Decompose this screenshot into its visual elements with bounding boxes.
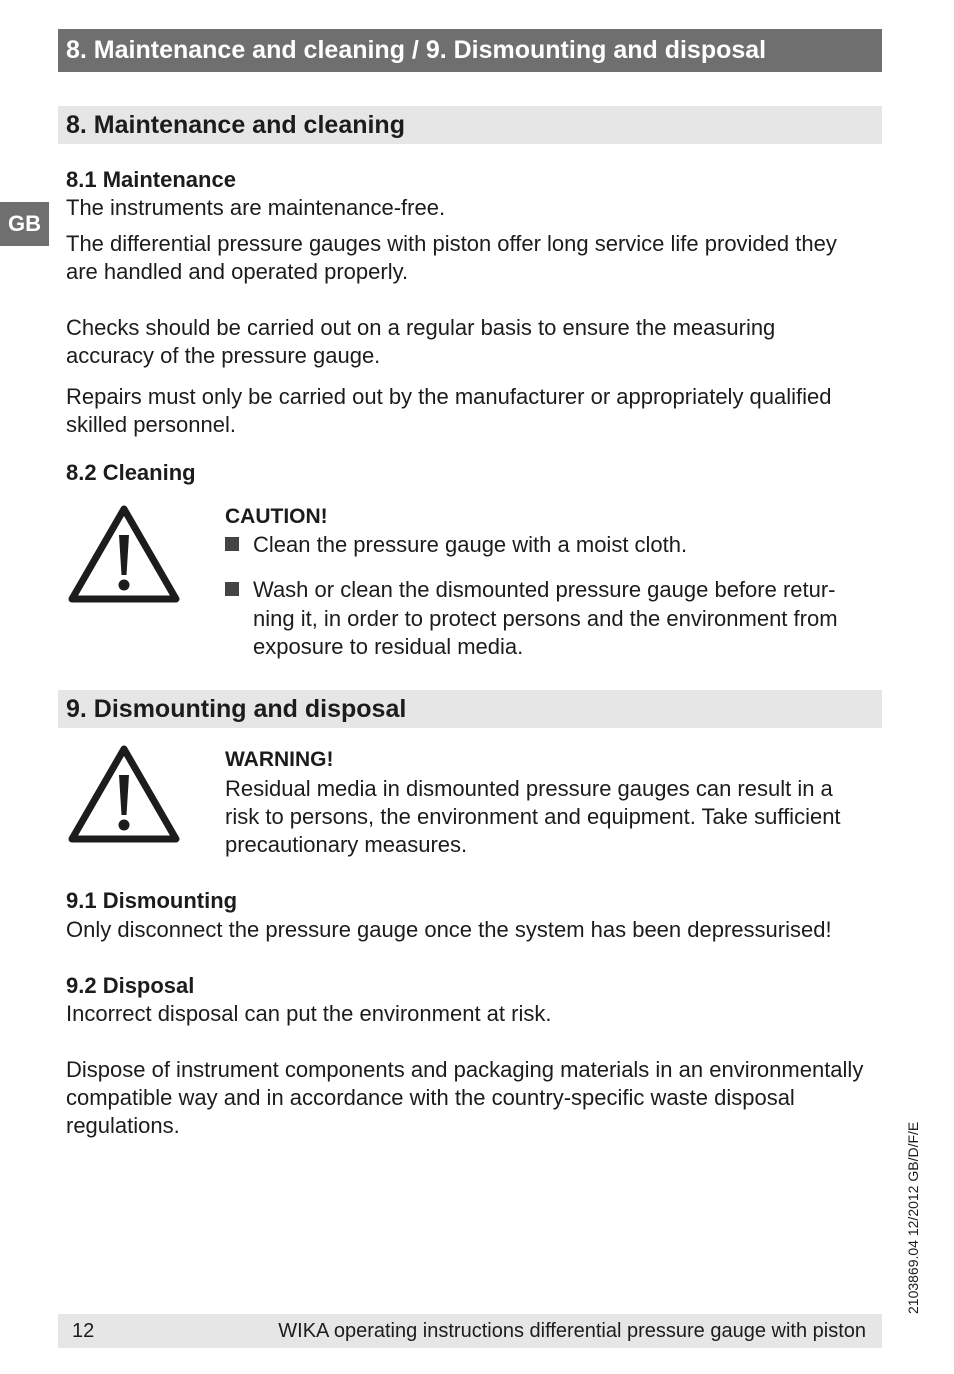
disposal-paragraph-2: Dispose of instrument components and packaging materials in an environmentally compatible way and in accordance with the country-specific waste disposal regulations. bbox=[66, 1057, 864, 1138]
cleaning-bullet-1 bbox=[225, 531, 865, 560]
warning-triangle-icon bbox=[68, 745, 180, 843]
subsection-9-1-heading: 9.1 Dismounting bbox=[66, 888, 238, 913]
page-footer bbox=[58, 1314, 882, 1348]
warning-text: Residual media in dismounted pressure gauges can result in a risk to persons, the environment and equipment. Take sufficient precautionary measures. bbox=[225, 776, 841, 857]
maintenance-paragraph-4: Repairs must only be carried out by the manufacturer or appropriately qualified skilled personnel. bbox=[66, 384, 832, 437]
dismounting-paragraph: Only disconnect the pressure gauge once the system has been depressurised! bbox=[66, 917, 832, 942]
bullet-square-icon bbox=[225, 582, 239, 596]
cleaning-bullet-text: Clean the pressure gauge with a moist cloth. bbox=[253, 532, 688, 557]
bullet-square-icon bbox=[225, 537, 239, 551]
caution-title: CAUTION! bbox=[225, 505, 328, 528]
language-tab: GB bbox=[0, 202, 49, 246]
maintenance-paragraph-3: Checks should be carried out on a regular basis to ensure the measuring accuracy of the pressure gauge. bbox=[66, 315, 776, 368]
subsection-9-2-heading: 9.2 Disposal bbox=[66, 973, 195, 998]
maintenance-paragraph-2: The differential pressure gauges with piston offer long service life provided they are handled and operated properly. bbox=[66, 231, 837, 284]
document-code: 2103869.04 12/2012 GB/D/F/E bbox=[905, 1121, 921, 1314]
footer-document-title: WIKA operating instructions differential pressure gauge with piston bbox=[278, 1320, 866, 1342]
subsection-8-2-heading: 8.2 Cleaning bbox=[66, 460, 196, 485]
section-8-heading: 8. Maintenance and cleaning bbox=[58, 106, 882, 144]
cleaning-bullet-text: Wash or clean the dismounted pressure gauge before retur-ning it, in order to protect persons and the environment from exposure to residual media. bbox=[253, 577, 838, 659]
maintenance-paragraph-1: The instruments are maintenance-free. bbox=[66, 195, 446, 220]
subsection-8-1-heading: 8.1 Maintenance bbox=[66, 167, 236, 192]
warning-triangle-icon bbox=[68, 505, 180, 603]
page-header-banner: 8. Maintenance and cleaning / 9. Dismounting and disposal bbox=[58, 29, 882, 72]
warning-title: WARNING! bbox=[225, 748, 334, 771]
cleaning-bullet-2 bbox=[225, 576, 865, 662]
section-9-heading: 9. Dismounting and disposal bbox=[58, 690, 882, 728]
page-number: 12 bbox=[72, 1320, 95, 1342]
disposal-paragraph-1: Incorrect disposal can put the environment at risk. bbox=[66, 1001, 552, 1026]
